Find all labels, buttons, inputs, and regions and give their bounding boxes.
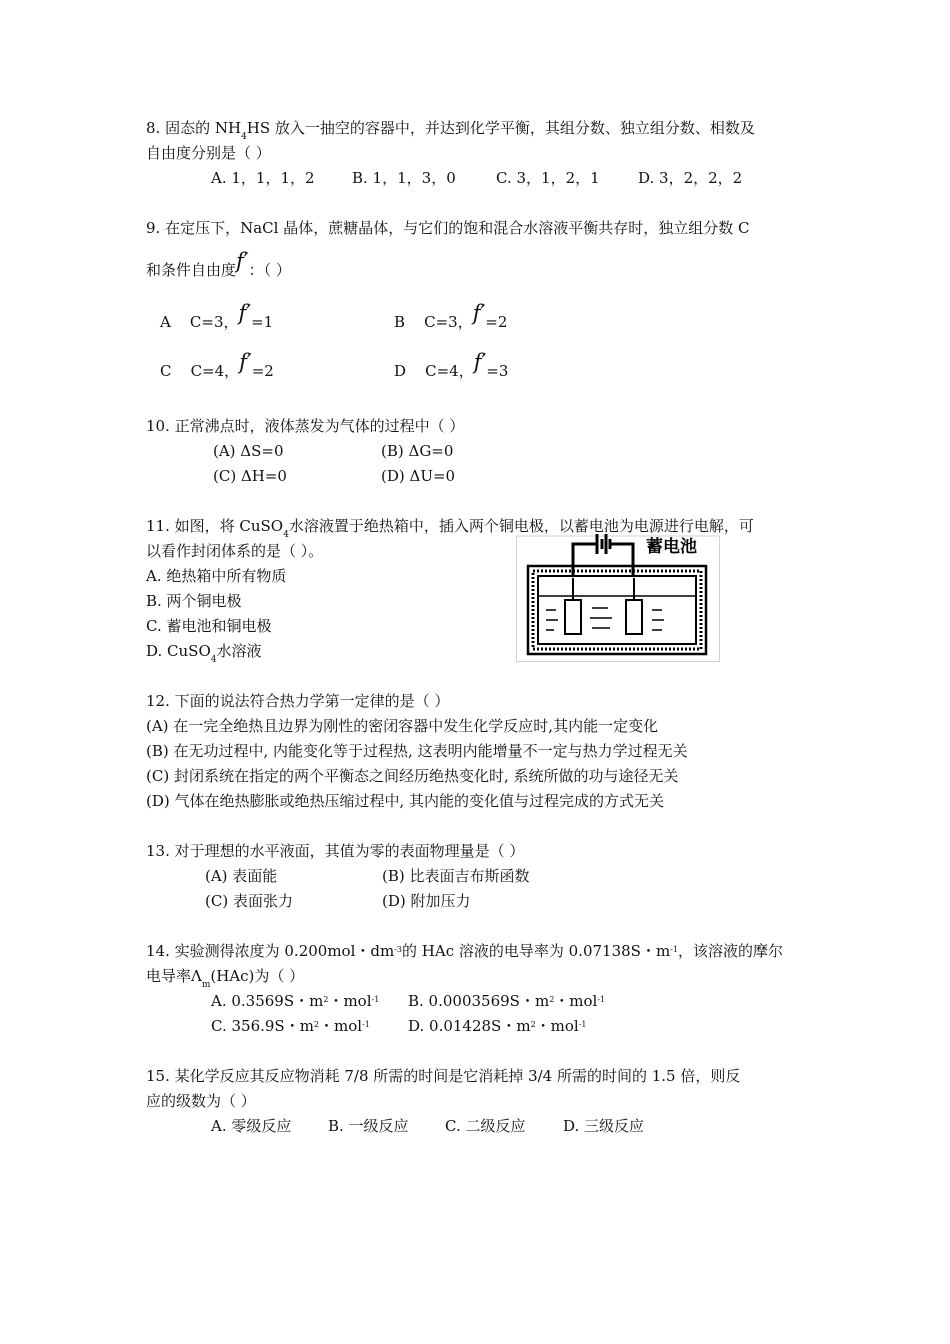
q8-option-c: C. 3，1，2，1 [496, 169, 600, 187]
q14-option-d: D. 0.01428S・$m^2$・mol$^{-1}$ [408, 1017, 587, 1035]
q12-option-d: (D) 气体在绝热膨胀或绝热压缩过程中, 其内能的变化值与过程完成的方式无关 [146, 792, 665, 810]
q15-line2: 应的级数为（ ） [146, 1092, 256, 1110]
q8-line2: 自由度分别是（ ） [146, 144, 271, 162]
q8-option-b: B. 1，1，3，0 [352, 169, 456, 187]
copper-electrode-right [626, 600, 642, 634]
electrolysis-figure [516, 530, 720, 662]
q13-option-b: (B) 比表面吉布斯函数 [382, 867, 530, 885]
q12-option-c: (C) 封闭系统在指定的两个平衡态之间经历绝热变化时, 系统所做的功与途径无关 [146, 767, 679, 785]
q13-option-c: (C) 表面张力 [205, 892, 293, 910]
q14-option-a: A. 0.3569S・$m^2$・mol$^{-1}$ [211, 992, 380, 1010]
q10-option-a: (A) ΔS=0 [213, 442, 284, 460]
q13-line1: 13. 对于理想的水平液面，其值为零的表面物理量是（ ） [146, 842, 525, 860]
q14-line2: 电导率$\Lambda_m(HAc)$为（ ） [146, 967, 305, 990]
q12-line1: 12. 下面的说法符合热力学第一定律的是（ ） [146, 692, 450, 710]
q11-option-a: A. 绝热箱中所有物质 [146, 567, 287, 585]
battery-label: 蓄电池 [646, 537, 697, 557]
q10-line1: 10. 正常沸点时，液体蒸发为气体的过程中（ ） [146, 417, 465, 435]
q11-line1: 11. 如图，将 CuSO$_4$水溶液置于绝热箱中，插入两个铜电极，以蓄电池为电源进行电解，可 [146, 517, 754, 540]
q8-option-a: A. 1，1，1，2 [211, 169, 315, 187]
q9-option-d: D C=4，f′=3 [394, 350, 509, 380]
q14-option-b: B. 0.0003569S・$m^2$・mol$^{-1}$ [408, 992, 606, 1010]
q10-option-d: (D) ΔU=0 [381, 467, 456, 485]
q15-option-d: D. 三级反应 [563, 1117, 645, 1135]
q11-option-b: B. 两个铜电极 [146, 592, 242, 610]
q14-line1: 14. 实验测得浓度为 0.200mol・$dm^{-3}$的 HAc 溶液的电导率为 0.07138S・$m^{-1}$，该溶液的摩尔 [146, 942, 783, 960]
q9-line2: 和条件自由度f′：（ ） [146, 249, 291, 279]
q8-option-d: D. 3，2，2，2 [638, 169, 743, 187]
q13-option-a: (A) 表面能 [205, 867, 278, 885]
q12-option-b: (B) 在无功过程中, 内能变化等于过程热, 这表明内能增量不一定与热力学过程无关 [146, 742, 688, 760]
q9-option-b: B C=3，f′=2 [394, 301, 508, 331]
q15-option-b: B. 一级反应 [328, 1117, 409, 1135]
insulated-box-inner [538, 576, 696, 644]
q8-line1: 8. 固态的 $NH_4HS$ 放入一抽空的容器中，并达到化学平衡，其组分数、独立组分数、相数及 [146, 119, 755, 142]
q10-option-c: (C) ΔH=0 [213, 467, 287, 485]
q11-option-d: D. CuSO$_4$水溶液 [146, 642, 262, 665]
q13-option-d: (D) 附加压力 [382, 892, 471, 910]
q15-option-a: A. 零级反应 [211, 1117, 292, 1135]
q15-option-c: C. 二级反应 [445, 1117, 526, 1135]
q15-line1: 15. 某化学反应其反应物消耗 7/8 所需的时间是它消耗掉 3/4 所需的时间的 1.5 倍，则反 [146, 1067, 741, 1085]
q10-option-b: (B) ΔG=0 [381, 442, 454, 460]
q9-option-a: A C=3，f′=1 [160, 301, 274, 331]
q11-option-c: C. 蓄电池和铜电极 [146, 617, 272, 635]
q11-line2: 以看作封闭体系的是（ ）。 [146, 542, 324, 560]
q9-line1: 9. 在定压下，NaCl 晶体，蔗糖晶体，与它们的饱和混合水溶液平衡共存时，独立组分数 C [146, 219, 750, 237]
q14-option-c: C. 356.9S・$m^2$・mol$^{-1}$ [211, 1017, 370, 1035]
q12-option-a: (A) 在一完全绝热且边界为刚性的密闭容器中发生化学反应时,其内能一定变化 [146, 717, 659, 735]
copper-electrode-left [565, 600, 581, 634]
q9-option-c: C C=4，f′=2 [160, 350, 274, 380]
